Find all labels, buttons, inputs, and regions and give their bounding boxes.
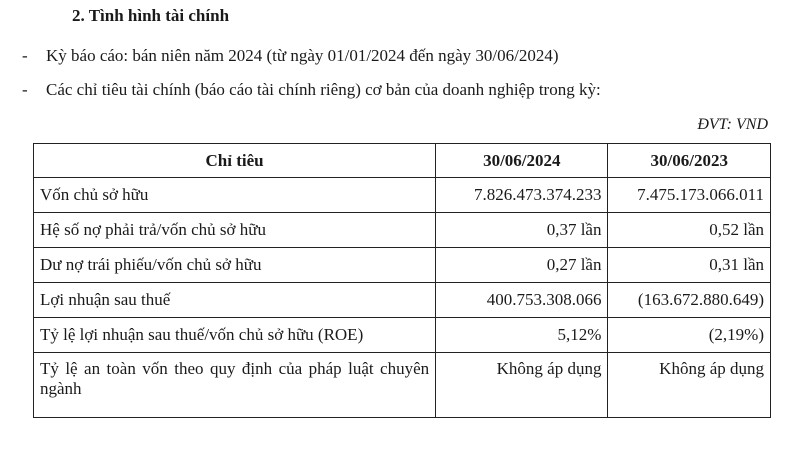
row-label: Dư nợ trái phiếu/vốn chủ sở hữu <box>34 248 436 283</box>
row-label: Lợi nhuận sau thuế <box>34 283 436 318</box>
table-row <box>34 283 771 318</box>
bullet-reporting-period <box>22 46 559 66</box>
bullet-marker: - <box>22 46 28 65</box>
value-2024: 5,12% <box>436 318 608 353</box>
table-row <box>34 213 771 248</box>
table-row <box>34 178 771 213</box>
value-2023: (163.672.880.649) <box>608 283 771 318</box>
value-2024: 400.753.308.066 <box>436 283 608 318</box>
header-indicator: Chỉ tiêu <box>34 144 436 178</box>
row-label: Hệ số nợ phải trả/vốn chủ sở hữu <box>34 213 436 248</box>
value-2023: 7.475.173.066.011 <box>608 178 771 213</box>
header-2024: 30/06/2024 <box>436 144 608 178</box>
table-header-row <box>34 144 771 178</box>
value-2024: 0,37 lần <box>436 213 608 248</box>
header-2023: 30/06/2023 <box>608 144 771 178</box>
value-2023: 0,31 lần <box>608 248 771 283</box>
unit-note: ĐVT: VND <box>697 116 768 133</box>
table-row <box>34 248 771 283</box>
row-label: Vốn chủ sở hữu <box>34 178 436 213</box>
row-label: Tỷ lệ lợi nhuận sau thuế/vốn chủ sở hữu (ROE) <box>34 318 436 353</box>
value-2023: Không áp dụng <box>608 353 771 418</box>
value-2024: Không áp dụng <box>436 353 608 418</box>
section-title: 2. Tình hình tài chính <box>72 6 230 25</box>
bullet-text: Các chỉ tiêu tài chính (báo cáo tài chính riêng) cơ bản của doanh nghiệp trong kỳ: <box>46 80 601 99</box>
value-2024: 0,27 lần <box>436 248 608 283</box>
value-2023: 0,52 lần <box>608 213 771 248</box>
value-2024: 7.826.473.374.233 <box>436 178 608 213</box>
row-label: Tỷ lệ an toàn vốn theo quy định của pháp luật chuyên ngành <box>34 353 436 418</box>
bullet-financial-indicators <box>22 80 601 100</box>
table-row <box>34 353 771 418</box>
value-2023: (2,19%) <box>608 318 771 353</box>
bullet-marker: - <box>22 80 28 99</box>
table-row <box>34 318 771 353</box>
financial-table <box>33 143 771 418</box>
bullet-text: Kỳ báo cáo: bán niên năm 2024 (từ ngày 01/01/2024 đến ngày 30/06/2024) <box>46 46 559 65</box>
